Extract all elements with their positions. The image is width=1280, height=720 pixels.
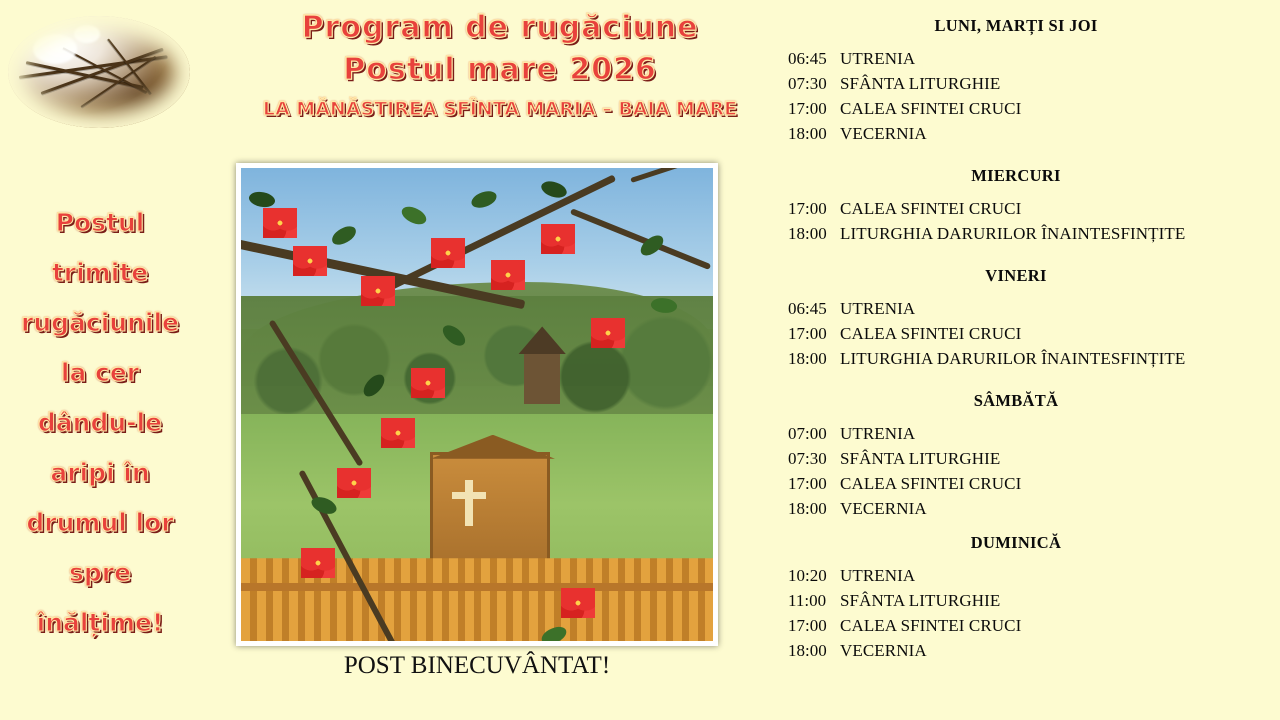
schedule-day-entries [788,421,1272,521]
title-block [190,8,810,126]
schedule-row [788,121,1272,146]
poster-subtitle: LA MĂNĂSTIREA SFÎNTA MARIA – BAIA MARE [262,98,738,120]
schedule-time: 17:00 [788,616,827,635]
photo-wooden-gate [430,452,550,572]
schedule-row [788,296,1272,321]
schedule-day-entries [788,563,1272,663]
poem-line: la cer [60,358,140,387]
schedule-day-entries [788,46,1272,146]
schedule-row [788,196,1272,221]
photo-blossom [293,246,327,276]
schedule-row [788,471,1272,496]
poem-line: trimite [51,258,149,287]
schedule-time: 18:00 [788,124,827,143]
photo-blossom [541,224,575,254]
photo-blossom [361,276,395,306]
schedule-time: 18:00 [788,641,827,660]
schedule-row [788,613,1272,638]
schedule-time: 07:00 [788,424,827,443]
photo-crucifix [465,480,473,526]
schedule-event: CALEA SFINTEI CRUCI [840,99,1022,118]
schedule-day-heading: SÂMBĂTĂ [973,391,1059,410]
poem-line: rugăciunile [21,308,179,337]
schedule-row [788,563,1272,588]
crown-of-thorns-image [8,16,190,128]
schedule-event: VECERNIA [840,499,927,518]
schedule-time: 18:00 [788,349,827,368]
poem-line: spre [68,558,132,587]
poem-line: Postul [55,208,145,237]
schedule-event: SFÂNTA LITURGHIE [840,449,1001,468]
monastery-cemetery-photo [236,163,718,646]
photo-blossom [431,238,465,268]
schedule-time: 06:45 [788,299,827,318]
schedule-row [788,638,1272,663]
schedule-row [788,421,1272,446]
poem-line: aripi în [50,458,150,487]
schedule-row [788,96,1272,121]
photo-blossom [561,588,595,618]
schedule-time: 18:00 [788,499,827,518]
schedule-event: UTRENIA [840,49,916,68]
poem-line: înălțime! [36,608,164,637]
schedule-row [788,221,1272,246]
schedule-event: CALEA SFINTEI CRUCI [840,199,1022,218]
photo-blossom [337,468,371,498]
schedule-row [788,321,1272,346]
poster-title-line-2: Postul mare 2026 [343,52,657,87]
prayer-schedule [760,8,1272,683]
poem-line: drumul lor [26,508,174,537]
schedule-event: CALEA SFINTEI CRUCI [840,474,1022,493]
schedule-row [788,71,1272,96]
schedule-event: UTRENIA [840,424,916,443]
photo-wooden-church [524,352,560,404]
schedule-event: SFÂNTA LITURGHIE [840,591,1001,610]
schedule-time: 17:00 [788,474,827,493]
schedule-day-entries [788,296,1272,371]
schedule-time: 17:00 [788,99,827,118]
schedule-day-entries [788,196,1272,246]
photo-blossom [301,548,335,578]
photo-caption: POST BINECUVÂNTAT! [343,652,611,679]
photo-blossom [381,418,415,448]
schedule-time: 10:20 [788,566,827,585]
schedule-event: CALEA SFINTEI CRUCI [840,616,1022,635]
poster-title-line-1: Program de rugăciune [301,10,699,45]
schedule-day-heading: MIERCURI [971,166,1061,185]
photo-blossom [591,318,625,348]
schedule-event: LITURGHIA DARURILOR ÎNAINTESFINȚITE [840,224,1186,243]
schedule-time: 07:30 [788,74,827,93]
schedule-time: 06:45 [788,49,827,68]
schedule-day-heading: LUNI, MARȚI SI JOI [934,16,1098,35]
schedule-row [788,46,1272,71]
schedule-row [788,346,1272,371]
schedule-event: VECERNIA [840,124,927,143]
photo-blossom [263,208,297,238]
poem-block [10,198,190,648]
photo-blossom [491,260,525,290]
schedule-day-heading: DUMINICĂ [970,533,1062,552]
poem-line: dându-le [37,408,163,437]
schedule-time: 17:00 [788,199,827,218]
schedule-event: SFÂNTA LITURGHIE [840,74,1001,93]
schedule-time: 07:30 [788,449,827,468]
schedule-time: 17:00 [788,324,827,343]
schedule-event: VECERNIA [840,641,927,660]
schedule-day-heading: VINERI [985,266,1047,285]
photo-blossom [411,368,445,398]
schedule-event: UTRENIA [840,299,916,318]
schedule-time: 18:00 [788,224,827,243]
schedule-row [788,588,1272,613]
schedule-event: UTRENIA [840,566,916,585]
schedule-event: LITURGHIA DARURILOR ÎNAINTESFINȚITE [840,349,1186,368]
schedule-event: CALEA SFINTEI CRUCI [840,324,1022,343]
schedule-time: 11:00 [788,591,827,610]
schedule-row [788,496,1272,521]
schedule-row [788,446,1272,471]
